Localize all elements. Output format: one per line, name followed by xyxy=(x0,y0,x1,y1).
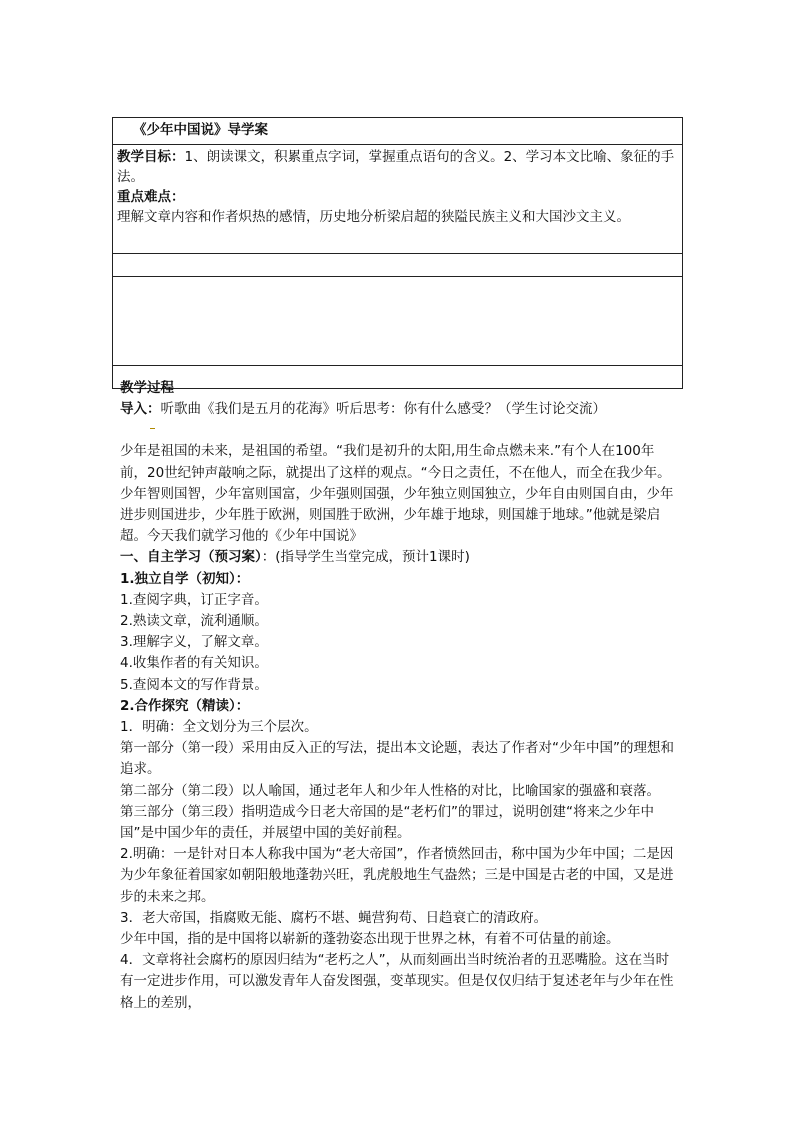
intro-text: 听歌曲《我们是五月的花海》听后思考：你有什么感受？（学生讨论交流） xyxy=(160,401,606,418)
process-heading: 教学过程 xyxy=(120,380,174,396)
list-item: 5.查阅本文的写作背景。 xyxy=(120,676,268,693)
list-item: 1.查阅字典，订正字音。 xyxy=(120,591,268,608)
empty-row xyxy=(113,254,683,277)
sub1-heading: 1.独立自学（初知）： xyxy=(120,570,250,587)
list-item: 4．文章将社会腐朽的原因归结为“老朽之人”，从而刻画出当时统治者的丑恶嘴脸。这在当时有一定进步作用，可以激发青年人奋发图强，变革现实。但是仅仅归结于复述老年与少年在性格上的差别， xyxy=(120,952,674,1011)
intro-line xyxy=(120,399,680,420)
teaching-process xyxy=(120,378,680,1014)
difficulty-label: 重点难点： xyxy=(117,189,185,205)
list-item: 2.熟读文章，流利通顺。 xyxy=(120,613,268,630)
objectives-cell xyxy=(113,145,683,254)
list-item: 第二部分（第二段）以人喻国，通过老年人和少年人性格的对比，比喻国家的强盛和衰落。 xyxy=(120,782,660,799)
lesson-plan-table xyxy=(112,117,683,389)
difficulty-text: 理解文章内容和作者炽热的感情，历史地分析梁启超的狭隘民族主义和大国沙文主义。 xyxy=(117,209,630,225)
list-item: 3.理解字义，了解文章。 xyxy=(120,634,268,651)
list-item: 少年中国，指的是中国将以崭新的蓬勃姿态出现于世界之林，有着不可估量的前途。 xyxy=(120,931,620,948)
list-item: 第一部分（第一段）采用由反入正的写法，提出本文论题，表达了作者对“少年中国”的理想和追求。 xyxy=(120,740,674,778)
empty-row xyxy=(113,277,683,366)
list-item: 2.明确：一是针对日本人称我中国为“老大帝国”，作者愤然回击，称中国为少年中国；二是因为少年象征着国家如朝阳般地蓬勃兴旺，乳虎般地生气盎然；三是中国是古老的中国，又是进步的未来之邦。 xyxy=(120,846,674,905)
list-item: 3．老大帝国，指腐败无能、腐朽不堪、蝇营狗苟、日趋衰亡的清政府。 xyxy=(120,909,548,926)
list-item: 第三部分（第三段）指明造成今日老大帝国的是“老朽们”的罪过，说明创建“将来之少年中国”是中国少年的责任，并展望中国的美好前程。 xyxy=(120,803,654,842)
list-item: 1．明确：全文划分为三个层次。 xyxy=(120,719,318,736)
objective-text: 1、朗读课文，积累重点字词，掌握重点语句的含义。2、学习本文比喻、象征的手法。 xyxy=(117,149,675,185)
intro-label: 导入： xyxy=(120,401,161,418)
section1-text: ：(指导学生当堂完成，预计1课时) xyxy=(261,549,470,566)
section1-line xyxy=(120,547,680,568)
sub2-heading: 2.合作探究（精读）： xyxy=(120,697,250,714)
plan-title: 《少年中国说》导学案 xyxy=(113,118,683,145)
decorative-dash xyxy=(120,420,680,441)
list-item: 4.收集作者的有关知识。 xyxy=(120,655,268,672)
section1-label: 一、自主学习（预习案） xyxy=(120,549,262,566)
intro-paragraph: 少年是祖国的未来，是祖国的希望。“我们是初升的太阳,用生命点燃未来.”有个人在100年前，20世纪钟声敲响之际，就提出了这样的观点。“今日之责任，不在他人，而全在我少年。少年智则国智，少年富则国富，少年强则国强，少年独立则国独立，少年自由则国自由，少年进步则国进步，少年胜于欧洲，则国胜于欧洲，少年雄于地球，则国雄于地球。”他就是梁启超。今天我们就学习他的《少年中国说》 xyxy=(120,443,674,545)
dash-icon xyxy=(150,428,155,429)
objective-label: 教学目标： xyxy=(117,149,185,165)
